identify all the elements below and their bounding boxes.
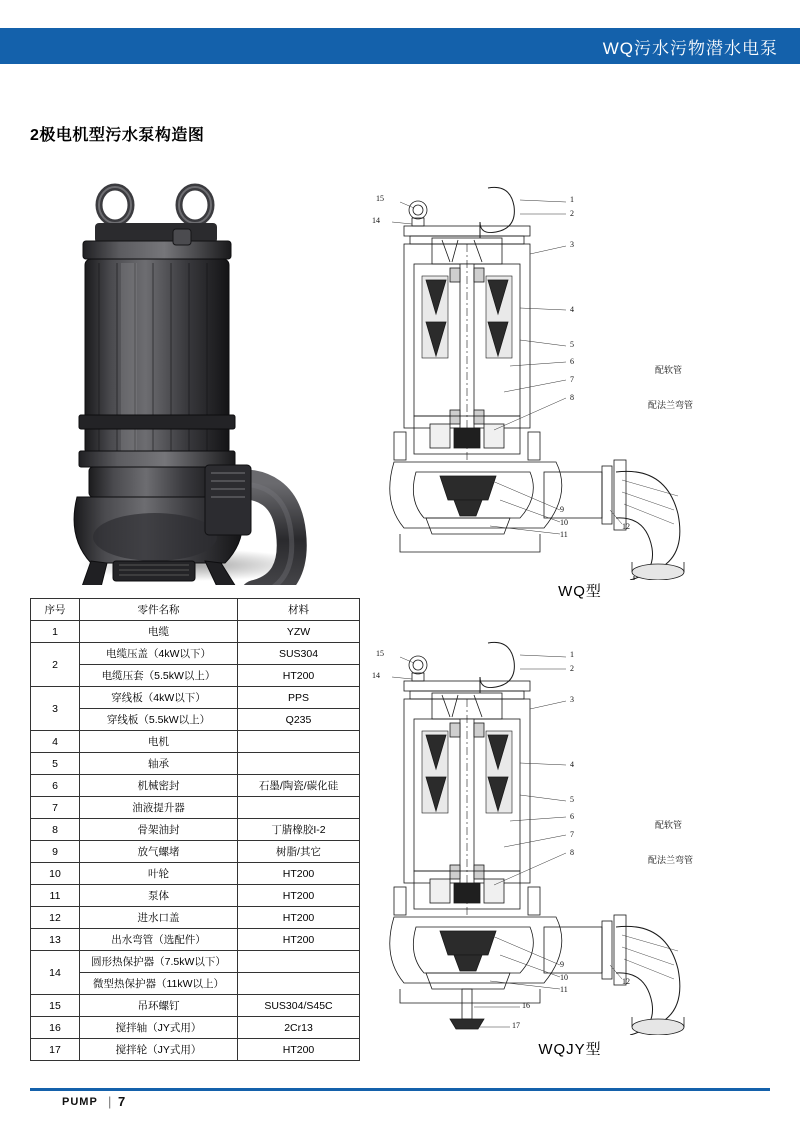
cell-no: 12 xyxy=(31,907,80,929)
footer-rule xyxy=(30,1088,770,1091)
cell-material xyxy=(238,973,360,995)
callout-3: 3 xyxy=(570,695,574,704)
cell-part-name: 出水弯管（选配件） xyxy=(79,929,237,951)
callout-1: 1 xyxy=(570,195,574,204)
cell-part-name: 搅拌轮（JY式用） xyxy=(79,1039,237,1061)
table-row xyxy=(31,643,360,665)
cell-part-name: 进水口盖 xyxy=(79,907,237,929)
cell-part-name: 叶轮 xyxy=(79,863,237,885)
callout-10: 10 xyxy=(560,973,568,982)
cell-material xyxy=(238,753,360,775)
cell-part-name: 微型热保护器（11kW以上） xyxy=(79,973,237,995)
table-row xyxy=(31,1039,360,1061)
cell-material xyxy=(238,951,360,973)
cell-part-name: 轴承 xyxy=(79,753,237,775)
table-row xyxy=(31,797,360,819)
cell-no: 4 xyxy=(31,731,80,753)
table-row xyxy=(31,885,360,907)
table-row xyxy=(31,753,360,775)
callout-14: 14 xyxy=(372,216,380,225)
page-header xyxy=(0,28,800,64)
table-row xyxy=(31,731,360,753)
cell-part-name: 电缆压盖（4kW以下） xyxy=(79,643,237,665)
callout-2: 2 xyxy=(570,664,574,673)
callout-4: 4 xyxy=(570,305,574,314)
callout-6: 6 xyxy=(570,812,574,821)
cell-material: HT200 xyxy=(238,863,360,885)
cell-part-name: 穿线板（4kW以下） xyxy=(79,687,237,709)
cell-part-name: 机械密封 xyxy=(79,775,237,797)
callout-9: 9 xyxy=(560,505,564,514)
callout-16: 16 xyxy=(522,1001,530,1010)
callout-9: 9 xyxy=(560,960,564,969)
cell-no: 8 xyxy=(31,819,80,841)
callout-5: 5 xyxy=(570,795,574,804)
callout-14: 14 xyxy=(372,671,380,680)
callout-12: 12 xyxy=(622,977,630,986)
header-title: WQ污水污物潜水电泵 xyxy=(602,38,778,58)
table-header-row xyxy=(31,599,360,621)
cell-part-name: 吊环螺钉 xyxy=(79,995,237,1017)
cell-no: 1 xyxy=(31,621,80,643)
annotation-hose: 配软管 xyxy=(655,365,683,375)
cell-no: 5 xyxy=(31,753,80,775)
cell-material: HT200 xyxy=(238,665,360,687)
cell-part-name: 泵体 xyxy=(79,885,237,907)
cell-no: 13 xyxy=(31,929,80,951)
callout-7: 7 xyxy=(570,830,574,839)
cell-material: Q235 xyxy=(238,709,360,731)
diagram-wq xyxy=(370,180,790,580)
footer-separator: | xyxy=(108,1094,112,1109)
caption-wq: WQ型 xyxy=(558,583,602,600)
cell-material: YZW xyxy=(238,621,360,643)
table-row xyxy=(31,775,360,797)
callout-7: 7 xyxy=(570,375,574,384)
diagram-wqjy xyxy=(370,635,790,1035)
callout-17: 17 xyxy=(512,1021,520,1030)
table-row xyxy=(31,621,360,643)
annotation-flange-elbow: 配法兰弯管 xyxy=(648,855,694,865)
cell-no: 9 xyxy=(31,841,80,863)
annotation-hose: 配软管 xyxy=(655,820,683,830)
cell-material: HT200 xyxy=(238,885,360,907)
cell-material xyxy=(238,731,360,753)
cell-material: HT200 xyxy=(238,907,360,929)
cell-material: HT200 xyxy=(238,1039,360,1061)
table-row xyxy=(31,973,360,995)
cell-part-name: 电机 xyxy=(79,731,237,753)
cell-no: 17 xyxy=(31,1039,80,1061)
footer-page-number: 7 xyxy=(118,1094,126,1109)
cell-material: 树脂/其它 xyxy=(238,841,360,863)
table-row xyxy=(31,951,360,973)
parts-table xyxy=(30,598,360,1061)
table-row xyxy=(31,665,360,687)
table-row xyxy=(31,841,360,863)
cell-part-name: 电缆压套（5.5kW以上） xyxy=(79,665,237,687)
cell-part-name: 骨架油封 xyxy=(79,819,237,841)
table-row xyxy=(31,863,360,885)
callout-4: 4 xyxy=(570,760,574,769)
header-no: 序号 xyxy=(31,599,80,621)
table-row xyxy=(31,709,360,731)
callout-6: 6 xyxy=(570,357,574,366)
callout-2: 2 xyxy=(570,209,574,218)
cell-part-name: 放气螺堵 xyxy=(79,841,237,863)
cell-no: 10 xyxy=(31,863,80,885)
callout-8: 8 xyxy=(570,848,574,857)
cell-material: SUS304/S45C xyxy=(238,995,360,1017)
cell-no: 6 xyxy=(31,775,80,797)
cell-material: 石墨/陶瓷/碳化硅 xyxy=(238,775,360,797)
callout-15: 15 xyxy=(376,649,384,658)
cell-part-name: 穿线板（5.5kW以上） xyxy=(79,709,237,731)
annotation-flange-elbow: 配法兰弯管 xyxy=(648,400,694,410)
cell-no: 7 xyxy=(31,797,80,819)
callout-11: 11 xyxy=(560,985,568,994)
table-row xyxy=(31,929,360,951)
callout-1: 1 xyxy=(570,650,574,659)
callout-12: 12 xyxy=(622,522,630,531)
cell-material: PPS xyxy=(238,687,360,709)
cell-part-name: 油液提升器 xyxy=(79,797,237,819)
pump-photo xyxy=(55,165,345,585)
table-row xyxy=(31,687,360,709)
cell-part-name: 圆形热保护器（7.5kW以下） xyxy=(79,951,237,973)
callout-15: 15 xyxy=(376,194,384,203)
table-row xyxy=(31,995,360,1017)
cell-no: 16 xyxy=(31,1017,80,1039)
cell-material: SUS304 xyxy=(238,643,360,665)
cell-no: 15 xyxy=(31,995,80,1017)
callout-10: 10 xyxy=(560,518,568,527)
footer-brand: PUMP xyxy=(62,1096,98,1108)
callout-11: 11 xyxy=(560,530,568,539)
caption-wqjy: WQJY型 xyxy=(538,1041,602,1058)
table-row xyxy=(31,907,360,929)
cell-material: HT200 xyxy=(238,929,360,951)
page-title: 2极电机型污水泵构造图 xyxy=(30,127,205,144)
cell-part-name: 电缆 xyxy=(79,621,237,643)
cell-no: 11 xyxy=(31,885,80,907)
cell-no: 14 xyxy=(31,951,80,995)
cell-material xyxy=(238,797,360,819)
callout-3: 3 xyxy=(570,240,574,249)
header-name: 零件名称 xyxy=(79,599,237,621)
callout-5: 5 xyxy=(570,340,574,349)
table-row xyxy=(31,1017,360,1039)
header-material: 材料 xyxy=(238,599,360,621)
cell-material: 2Cr13 xyxy=(238,1017,360,1039)
cell-no: 3 xyxy=(31,687,80,731)
cell-material: 丁腈橡胶I-2 xyxy=(238,819,360,841)
cell-part-name: 搅拌轴（JY式用） xyxy=(79,1017,237,1039)
cell-no: 2 xyxy=(31,643,80,687)
table-row xyxy=(31,819,360,841)
callout-8: 8 xyxy=(570,393,574,402)
